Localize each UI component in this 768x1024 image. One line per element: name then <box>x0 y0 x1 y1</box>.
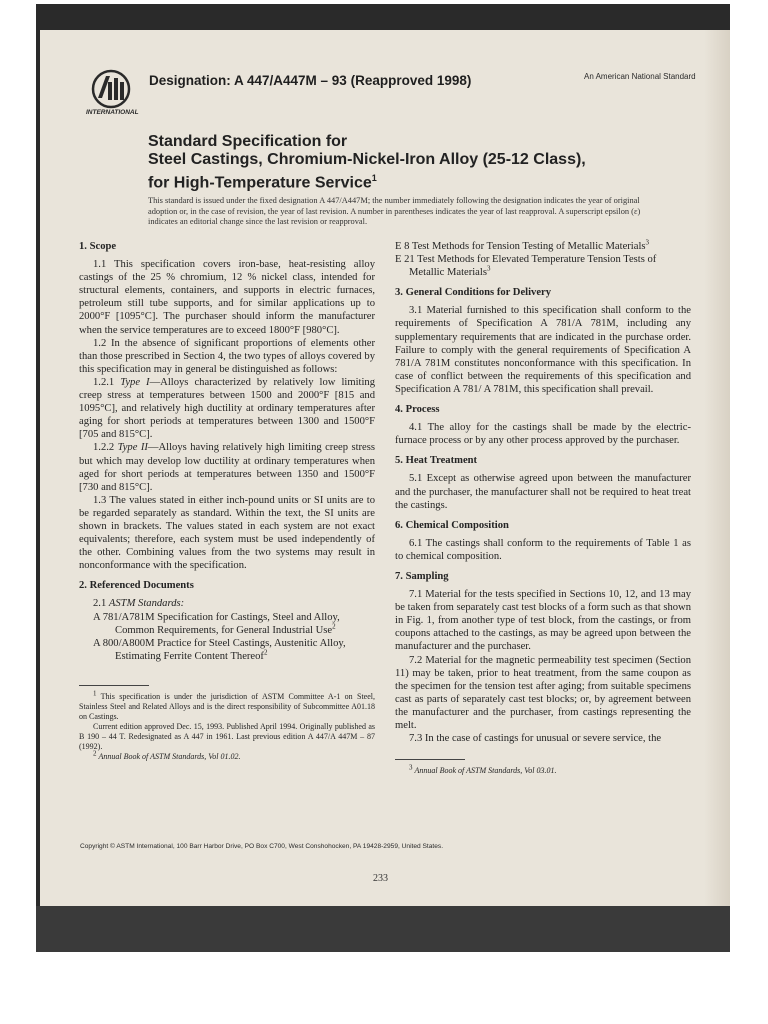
ref-e8-text: E 8 Test Methods for Tension Testing of Metallic Materials <box>395 241 646 252</box>
section-heading-general-conditions: 3. General Conditions for Delivery <box>395 287 552 299</box>
para-6-1: 6.1 The castings shall conform to the requirements of Table 1 as to chemical composition. <box>395 537 691 562</box>
footnotes-right <box>395 763 691 776</box>
footnote-2 <box>79 749 375 762</box>
footnote-2-mark: 2 <box>93 749 97 758</box>
footnote-2-text: Annual Book of ASTM Standards, Vol 01.02. <box>98 751 241 761</box>
footnote-rule-left <box>79 685 149 686</box>
ref-a800-mark: 2 <box>263 648 268 657</box>
astm-logo-icon <box>84 68 142 116</box>
para-5-1: 5.1 Except as otherwise agreed upon between the manufacturer and the purchaser, the manufacturer shall not be required to heat treat the castings. <box>395 473 691 511</box>
document-page <box>40 30 730 906</box>
document-title <box>148 133 586 192</box>
para-1-3: 1.3 The values stated in either inch-pound units or SI units are to be regarded separately as standard. Within the text, the SI units are shown in brackets. The values stated in each system are not exact equivalents; therefore, each system must be used independently of the other. Combining values from the two systems may result in nonconformance with the specification. <box>79 494 375 572</box>
section-heading-referenced-documents: 2. Referenced Documents <box>79 580 194 592</box>
para-1-2-2-type: Type II <box>117 442 148 454</box>
page-binding-shadow <box>704 30 730 906</box>
designation: Designation: A 447/A447M – 93 (Reapproved 1998) <box>149 73 472 88</box>
para-1-2-1-text: —Alloys characterized by relatively low limiting creep stress at temperatures between 1500 and 2000°F [815 and 1095°C], and relatively high ductility at ordinary temperatures after aging for short periods at temperatures between 1300 and 1500°F [705 and 815°C]. <box>79 376 376 441</box>
title-footnote-mark: 1 <box>371 173 377 183</box>
section-heading-heat-treatment: 5. Heat Treatment <box>395 455 478 467</box>
ref-e8 <box>395 240 691 253</box>
para-7-2: 7.2 Material for the magnetic permeability test specimen (Section 11) may be taken, prior to heat treatment, from the same coupon as the specimen for the tension test after aging; from suitable specimens cast as parts of separately cast test blocks; or, by agreement between the manufacturer and the purchaser, from castings representing the melt. <box>395 654 691 731</box>
right-column <box>395 240 691 776</box>
title-line-2: Steel Castings, Chromium-Nickel-Iron Alloy (25-12 Class), <box>148 151 586 168</box>
para-1-2-1-number: 1.2.1 <box>93 376 115 388</box>
title-line-3-text: for High-Temperature Service <box>148 174 372 192</box>
astm-logo <box>84 68 142 116</box>
para-2-1-label: ASTM Standards: <box>108 598 185 610</box>
title-line-1: Standard Specification for <box>148 133 348 150</box>
ref-a781-text: A 781/A781M Specification for Castings, Steel and Alloy, Common Requirements, for General Industrial Use <box>93 611 340 636</box>
para-7-1: 7.1 Material for the tests specified in Sections 10, 12, and 13 may be taken from separately cast test blocks of a form such as that shown in Fig. 1, from another type of test block, from the castings, or from coupons attached to the castings, as may be agreed upon between the manufacturer and the purchaser. <box>395 589 691 653</box>
para-4-1: 4.1 The alloy for the castings shall be made by the electric-furnace process or by any other process approved by the purchaser. <box>395 422 691 447</box>
para-1-2-1-type: Type I <box>120 376 150 388</box>
para-1-2: 1.2 In the absence of significant proportions of elements other than those prescribed in Section 4, the two types of alloys covered by this specification may in general be distinguished as follows: <box>79 337 375 375</box>
svg-text:INTERNATIONAL: INTERNATIONAL <box>86 109 139 116</box>
scan-bottom-band <box>36 906 730 952</box>
para-3-1: 3.1 Material furnished to this specification shall conform to the requirements of Specification A 781/A 781M, including any supplementary requirements that are indicated in the purchase order. Failure to comply with the general requirements of Specification A 781/A 781M constitutes nonconformance with this specification. In case of conflict between the requirements of this specification and Specification A 781/ A 781M, this specification shall prevail. <box>395 305 691 395</box>
ref-a781 <box>93 611 375 637</box>
footnote-1 <box>79 689 375 722</box>
para-2-1 <box>79 597 375 610</box>
american-national-standard: An American National Standard <box>584 72 696 81</box>
footnote-1-mark: 1 <box>93 689 97 698</box>
ref-a781-mark: 2 <box>332 622 336 631</box>
footnotes-left <box>79 689 375 762</box>
page-number: 233 <box>373 873 388 884</box>
ref-e8-mark: 3 <box>645 238 650 247</box>
footnote-rule-right <box>395 759 465 760</box>
para-1-2-1 <box>79 376 375 441</box>
copyright-line: Copyright © ASTM International, 100 Barr Harbor Drive, PO Box C700, West Conshohocken, PA 19428-2959, United States. <box>80 843 444 850</box>
footnote-3-text: Annual Book of ASTM Standards, Vol 03.01. <box>414 766 557 776</box>
ref-a800 <box>93 637 375 663</box>
para-1-2-2 <box>79 441 375 493</box>
issuance-notice: This standard is issued under the fixed designation A 447/A447M; the number immediately following the designation indicates the year of original adoption or, in the case of revision, the year of last revision. A number in parentheses indicates the year of last reapproval. A superscript epsilon (ε) indicates an editorial change since the last revision or reapproval. <box>148 196 641 227</box>
ref-e21-text: E 21 Test Methods for Elevated Temperature Tension Tests of Metallic Materials <box>395 254 657 279</box>
footnote-3-mark: 3 <box>409 763 413 772</box>
ref-e21-mark: 3 <box>486 264 491 273</box>
footnote-3 <box>395 763 691 776</box>
ref-a800-text: A 800/A800M Practice for Steel Castings, Austenitic Alloy, Estimating Ferrite Content Thereof <box>93 637 346 662</box>
ref-e21 <box>395 253 691 279</box>
section-heading-sampling: 7. Sampling <box>395 570 449 582</box>
para-1-2-2-number: 1.2.2 <box>93 442 115 454</box>
title-line-3 <box>148 169 586 192</box>
left-column <box>79 240 375 762</box>
section-heading-process: 4. Process <box>395 404 440 416</box>
footnote-1-edition: Current edition approved Dec. 15, 1993. Published April 1994. Originally published as B 190 – 44 T. Redesignated as A 447 in 1961. Last previous edition A 447/A 447M – 87 (1992). <box>79 721 375 751</box>
para-7-3: 7.3 In the case of castings for unusual or severe service, the <box>409 733 662 745</box>
section-heading-chemical-composition: 6. Chemical Composition <box>395 519 509 531</box>
para-1-1: 1.1 This specification covers iron-base, heat-resisting alloy castings of the 25 % chromium, 12 % nickel class, intended for structural elements, containers, and supports in electric furnaces, petroleum still tube supports, and for similar applications up to 2000°F [1095°C]. The purchaser should inform the manufacturer when the service temperatures are to exceed 1800°F [980°C]. <box>79 259 375 336</box>
para-2-1-number: 2.1 <box>93 598 107 610</box>
para-1-2-2-text: —Alloys having relatively high limiting creep stress but which may develop low ductility at ordinary temperatures when aged for short periods at temperatures between 1350 and 1500°F [730 and 815°C]. <box>79 442 376 493</box>
section-heading-scope: 1. Scope <box>79 241 117 252</box>
footnote-1-text: This specification is under the jurisdiction of ASTM Committee A-1 on Steel, Stainless Steel and Related Alloys and is the direct responsibility of Subcommittee A01.18 on Castings. <box>79 691 375 721</box>
